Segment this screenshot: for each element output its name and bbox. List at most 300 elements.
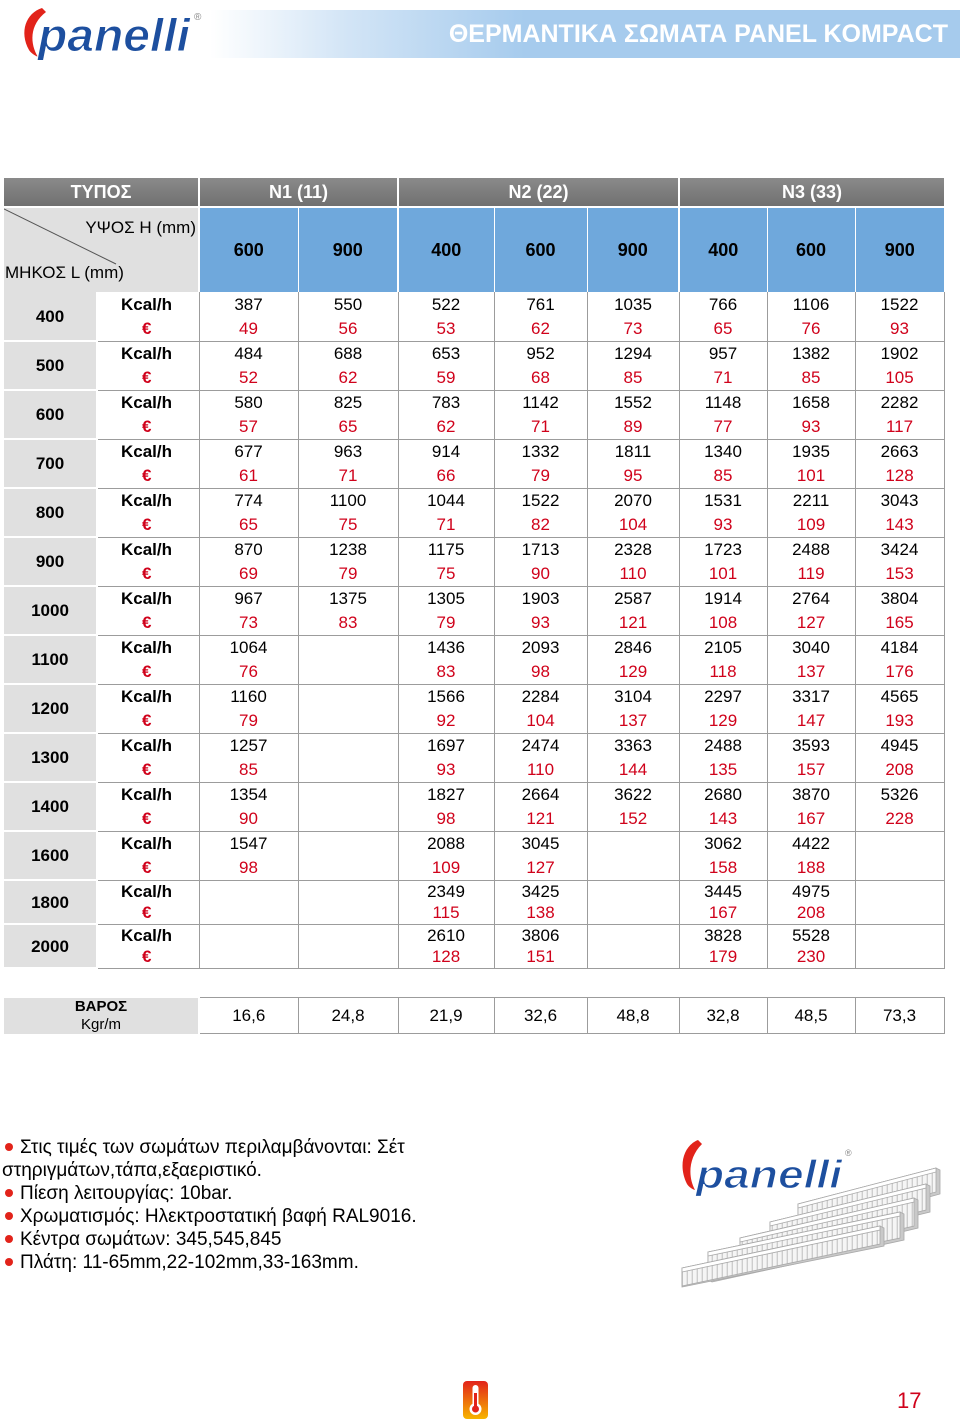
price-value-cell: 104 xyxy=(494,709,587,734)
kcal-value-cell: 774 xyxy=(199,488,298,513)
note-text: Στις τιμές των σωμάτων περιλαμβάνονται: Σέτ στηριγμάτων,τάπα,εξαεριστικό. xyxy=(2,1137,405,1181)
kcal-value-cell: 2488 xyxy=(679,733,767,758)
unit-euro-cell: € xyxy=(97,317,199,342)
weight-value: 32,8 xyxy=(679,998,767,1034)
height-n3-900: 900 xyxy=(855,207,944,292)
price-value-cell: 128 xyxy=(855,464,944,489)
kcal-value-cell: 522 xyxy=(398,292,494,317)
kcal-value-cell: 1723 xyxy=(679,537,767,562)
price-value-cell: 118 xyxy=(679,660,767,685)
table-row-price xyxy=(4,758,944,783)
height-axis-label: ΥΨΟΣ H (mm) xyxy=(85,218,196,237)
table-row-kcal xyxy=(4,924,944,946)
kcal-value-cell: 1035 xyxy=(587,292,679,317)
kcal-value-cell xyxy=(298,924,398,946)
bullet-dot-icon xyxy=(5,1212,13,1220)
note-item xyxy=(2,1182,452,1205)
price-value-cell: 90 xyxy=(494,562,587,587)
price-value-cell: 104 xyxy=(587,513,679,538)
kcal-value-cell xyxy=(298,831,398,856)
unit-euro-cell: € xyxy=(97,709,199,734)
diagonal-divider xyxy=(4,208,124,268)
kcal-value-cell: 1175 xyxy=(398,537,494,562)
bullet-dot-icon xyxy=(5,1143,13,1151)
price-value-cell xyxy=(298,660,398,685)
kcal-value-cell: 5528 xyxy=(767,924,855,946)
kcal-value-cell: 825 xyxy=(298,390,398,415)
price-value-cell xyxy=(587,946,679,968)
price-table-body xyxy=(4,292,944,968)
price-value-cell xyxy=(298,946,398,968)
kcal-value-cell: 1354 xyxy=(199,782,298,807)
table-row-kcal xyxy=(4,831,944,856)
price-value-cell: 129 xyxy=(587,660,679,685)
group-header-n3: N3 (33) xyxy=(679,178,944,207)
unit-euro-cell: € xyxy=(97,415,199,440)
kcal-value-cell: 2297 xyxy=(679,684,767,709)
table-row-kcal xyxy=(4,390,944,415)
page-title: ΘΕΡΜΑΝΤΙΚΑ ΣΩΜΑΤΑ PANEL KOMPACT xyxy=(448,20,948,48)
price-value-cell: 75 xyxy=(398,562,494,587)
type-label: ΤΥΠΟΣ xyxy=(4,178,199,207)
table-row-price xyxy=(4,902,944,924)
kcal-value-cell: 3043 xyxy=(855,488,944,513)
price-value-cell xyxy=(855,856,944,881)
kcal-value-cell: 1547 xyxy=(199,831,298,856)
unit-euro-cell: € xyxy=(97,562,199,587)
price-value-cell: 52 xyxy=(199,366,298,391)
length-cell: 1300 xyxy=(4,733,97,782)
table-row-price xyxy=(4,464,944,489)
price-value-cell: 143 xyxy=(679,807,767,832)
unit-euro-cell: € xyxy=(97,464,199,489)
kcal-value-cell: 1935 xyxy=(767,439,855,464)
price-value-cell: 76 xyxy=(767,317,855,342)
price-value-cell: 69 xyxy=(199,562,298,587)
weight-value: 48,5 xyxy=(767,998,855,1034)
height-n1-600: 600 xyxy=(199,207,298,292)
price-value-cell: 93 xyxy=(494,611,587,636)
group-header-n1: N1 (11) xyxy=(199,178,398,207)
price-value-cell: 62 xyxy=(298,366,398,391)
kcal-value-cell: 1148 xyxy=(679,390,767,415)
height-n3-600: 600 xyxy=(767,207,855,292)
price-value-cell: 167 xyxy=(679,902,767,924)
kcal-value-cell: 2680 xyxy=(679,782,767,807)
price-value-cell: 92 xyxy=(398,709,494,734)
price-value-cell: 53 xyxy=(398,317,494,342)
table-row-price xyxy=(4,513,944,538)
kcal-value-cell: 2587 xyxy=(587,586,679,611)
price-value-cell: 82 xyxy=(494,513,587,538)
notes-list xyxy=(2,1136,452,1274)
kcal-value-cell: 1340 xyxy=(679,439,767,464)
unit-euro-cell: € xyxy=(97,660,199,685)
kcal-value-cell: 3424 xyxy=(855,537,944,562)
weight-value: 32,6 xyxy=(494,998,587,1034)
price-value-cell: 121 xyxy=(587,611,679,636)
length-cell: 1800 xyxy=(4,880,97,924)
price-value-cell: 83 xyxy=(298,611,398,636)
kcal-value-cell xyxy=(298,635,398,660)
price-value-cell: 135 xyxy=(679,758,767,783)
table-row-kcal xyxy=(4,733,944,758)
kcal-value-cell: 3104 xyxy=(587,684,679,709)
kcal-value-cell: 2105 xyxy=(679,635,767,660)
price-value-cell: 59 xyxy=(398,366,494,391)
price-value-cell: 101 xyxy=(767,464,855,489)
kcal-value-cell: 2211 xyxy=(767,488,855,513)
weight-value: 16,6 xyxy=(199,998,298,1034)
price-value-cell: 117 xyxy=(855,415,944,440)
price-value-cell: 127 xyxy=(494,856,587,881)
price-value-cell: 77 xyxy=(679,415,767,440)
price-value-cell xyxy=(855,902,944,924)
kcal-value-cell: 870 xyxy=(199,537,298,562)
unit-euro-cell: € xyxy=(97,611,199,636)
kcal-value-cell: 3425 xyxy=(494,880,587,902)
length-cell: 500 xyxy=(4,341,97,390)
unit-kcal-cell: Kcal/h xyxy=(97,537,199,562)
unit-euro-cell: € xyxy=(97,366,199,391)
note-item xyxy=(2,1205,452,1228)
kcal-value-cell: 2349 xyxy=(398,880,494,902)
price-value-cell: 230 xyxy=(767,946,855,968)
unit-euro-cell: € xyxy=(97,902,199,924)
unit-kcal-cell: Kcal/h xyxy=(97,292,199,317)
price-value-cell: 109 xyxy=(398,856,494,881)
unit-kcal-cell: Kcal/h xyxy=(97,635,199,660)
price-value-cell: 98 xyxy=(494,660,587,685)
price-value-cell: 109 xyxy=(767,513,855,538)
kcal-value-cell xyxy=(587,924,679,946)
kcal-value-cell: 766 xyxy=(679,292,767,317)
table-row-price xyxy=(4,317,944,342)
price-value-cell: 79 xyxy=(494,464,587,489)
bullet-dot-icon xyxy=(5,1189,13,1197)
table-row-kcal xyxy=(4,586,944,611)
price-value-cell: 95 xyxy=(587,464,679,489)
kcal-value-cell: 580 xyxy=(199,390,298,415)
kcal-value-cell xyxy=(298,782,398,807)
price-value-cell: 121 xyxy=(494,807,587,832)
price-value-cell: 71 xyxy=(494,415,587,440)
price-value-cell: 147 xyxy=(767,709,855,734)
note-text: Πλάτη: 11-65mm,22-102mm,33-163mm. xyxy=(20,1252,359,1273)
table-row-kcal xyxy=(4,439,944,464)
table-row-price xyxy=(4,807,944,832)
kcal-value-cell: 3317 xyxy=(767,684,855,709)
kcal-value-cell: 1100 xyxy=(298,488,398,513)
length-cell: 700 xyxy=(4,439,97,488)
price-value-cell: 90 xyxy=(199,807,298,832)
price-value-cell: 98 xyxy=(398,807,494,832)
registered-mark: ® xyxy=(194,12,202,23)
height-n1-900: 900 xyxy=(298,207,398,292)
kcal-value-cell: 3593 xyxy=(767,733,855,758)
price-value-cell xyxy=(298,758,398,783)
type-header-row xyxy=(4,178,944,207)
height-header-row xyxy=(4,207,944,292)
weight-label: ΒΑΡΟΣ xyxy=(74,997,128,1015)
kcal-value-cell: 2284 xyxy=(494,684,587,709)
price-value-cell: 85 xyxy=(199,758,298,783)
kcal-value-cell: 4422 xyxy=(767,831,855,856)
price-value-cell: 93 xyxy=(855,317,944,342)
kcal-value-cell: 2328 xyxy=(587,537,679,562)
unit-kcal-cell: Kcal/h xyxy=(97,831,199,856)
kcal-value-cell: 1713 xyxy=(494,537,587,562)
product-registered-mark: ® xyxy=(845,1148,852,1158)
unit-euro-cell: € xyxy=(97,807,199,832)
table-row-kcal xyxy=(4,684,944,709)
weight-value: 21,9 xyxy=(398,998,494,1034)
kcal-value-cell: 2663 xyxy=(855,439,944,464)
kcal-value-cell: 2282 xyxy=(855,390,944,415)
length-cell: 1100 xyxy=(4,635,97,684)
table-row-price xyxy=(4,660,944,685)
kcal-value-cell: 3045 xyxy=(494,831,587,856)
kcal-value-cell: 1160 xyxy=(199,684,298,709)
kcal-value-cell xyxy=(298,733,398,758)
kcal-value-cell: 1238 xyxy=(298,537,398,562)
kcal-value-cell: 1305 xyxy=(398,586,494,611)
price-value-cell: 85 xyxy=(767,366,855,391)
kcal-value-cell: 1375 xyxy=(298,586,398,611)
price-value-cell xyxy=(298,709,398,734)
price-value-cell: 101 xyxy=(679,562,767,587)
unit-kcal-cell: Kcal/h xyxy=(97,341,199,366)
price-value-cell: 75 xyxy=(298,513,398,538)
weight-value: 24,8 xyxy=(298,998,398,1034)
kcal-value-cell xyxy=(855,880,944,902)
kcal-value-cell: 1436 xyxy=(398,635,494,660)
price-value-cell: 179 xyxy=(679,946,767,968)
dimension-corner-cell xyxy=(4,207,199,292)
kcal-value-cell: 1811 xyxy=(587,439,679,464)
product-photo xyxy=(678,1126,943,1288)
price-value-cell: 93 xyxy=(398,758,494,783)
weight-row xyxy=(4,998,944,1034)
bullet-dot-icon xyxy=(5,1258,13,1266)
kcal-value-cell xyxy=(298,880,398,902)
note-text: Πίεση λειτουργίας: 10bar. xyxy=(20,1183,233,1204)
logo-wordmark: panelli xyxy=(35,9,192,61)
kcal-value-cell: 3062 xyxy=(679,831,767,856)
kcal-value-cell: 1106 xyxy=(767,292,855,317)
table-row-kcal xyxy=(4,292,944,317)
price-value-cell: 65 xyxy=(679,317,767,342)
table-row-price xyxy=(4,946,944,968)
unit-euro-cell: € xyxy=(97,946,199,968)
price-value-cell xyxy=(587,902,679,924)
kcal-value-cell: 2764 xyxy=(767,586,855,611)
price-value-cell: 98 xyxy=(199,856,298,881)
kcal-value-cell: 1697 xyxy=(398,733,494,758)
price-value-cell: 56 xyxy=(298,317,398,342)
length-cell: 1200 xyxy=(4,684,97,733)
table-row-price xyxy=(4,856,944,881)
weight-value: 73,3 xyxy=(855,998,944,1034)
kcal-value-cell: 1257 xyxy=(199,733,298,758)
height-n3-400: 400 xyxy=(679,207,767,292)
price-value-cell: 83 xyxy=(398,660,494,685)
price-value-cell: 61 xyxy=(199,464,298,489)
thermometer-icon xyxy=(462,1380,489,1420)
note-text: Χρωματισμός: Ηλεκτροστατική βαφή RAL9016. xyxy=(20,1206,417,1227)
price-value-cell: 208 xyxy=(855,758,944,783)
price-value-cell: 79 xyxy=(398,611,494,636)
kcal-value-cell: 1064 xyxy=(199,635,298,660)
height-n2-900: 900 xyxy=(587,207,679,292)
price-value-cell: 137 xyxy=(587,709,679,734)
kcal-value-cell: 484 xyxy=(199,341,298,366)
weight-label-cell xyxy=(4,998,199,1034)
price-value-cell: 128 xyxy=(398,946,494,968)
kcal-value-cell: 387 xyxy=(199,292,298,317)
price-value-cell: 157 xyxy=(767,758,855,783)
kcal-value-cell: 677 xyxy=(199,439,298,464)
price-value-cell: 127 xyxy=(767,611,855,636)
unit-kcal-cell: Kcal/h xyxy=(97,782,199,807)
kcal-value-cell xyxy=(855,924,944,946)
height-n2-400: 400 xyxy=(398,207,494,292)
length-cell: 600 xyxy=(4,390,97,439)
note-item xyxy=(2,1251,452,1274)
price-value-cell: 143 xyxy=(855,513,944,538)
table-row-price xyxy=(4,366,944,391)
price-value-cell: 165 xyxy=(855,611,944,636)
kcal-value-cell: 1142 xyxy=(494,390,587,415)
price-value-cell: 85 xyxy=(587,366,679,391)
table-row-kcal xyxy=(4,782,944,807)
unit-kcal-cell: Kcal/h xyxy=(97,880,199,902)
price-value-cell xyxy=(199,946,298,968)
weight-unit: Kgr/m xyxy=(80,1015,121,1033)
kcal-value-cell: 1522 xyxy=(494,488,587,513)
bullet-dot-icon xyxy=(5,1235,13,1243)
price-value-cell: 76 xyxy=(199,660,298,685)
length-cell: 1400 xyxy=(4,782,97,831)
kcal-value-cell: 1044 xyxy=(398,488,494,513)
kcal-value-cell: 914 xyxy=(398,439,494,464)
kcal-value-cell: 1522 xyxy=(855,292,944,317)
price-value-cell: 71 xyxy=(679,366,767,391)
kcal-value-cell xyxy=(587,880,679,902)
kcal-value-cell: 3870 xyxy=(767,782,855,807)
kcal-value-cell: 963 xyxy=(298,439,398,464)
kcal-value-cell: 653 xyxy=(398,341,494,366)
price-value-cell: 105 xyxy=(855,366,944,391)
kcal-value-cell: 1332 xyxy=(494,439,587,464)
price-value-cell: 137 xyxy=(767,660,855,685)
kcal-value-cell: 2846 xyxy=(587,635,679,660)
kcal-value-cell: 1566 xyxy=(398,684,494,709)
price-value-cell: 57 xyxy=(199,415,298,440)
price-value-cell: 65 xyxy=(298,415,398,440)
kcal-value-cell: 3363 xyxy=(587,733,679,758)
kcal-value-cell: 1382 xyxy=(767,341,855,366)
price-value-cell: 93 xyxy=(767,415,855,440)
kcal-value-cell: 2664 xyxy=(494,782,587,807)
kcal-value-cell: 1902 xyxy=(855,341,944,366)
table-row-price xyxy=(4,709,944,734)
kcal-value-cell: 4565 xyxy=(855,684,944,709)
price-value-cell: 49 xyxy=(199,317,298,342)
kcal-value-cell: 2070 xyxy=(587,488,679,513)
price-value-cell: 108 xyxy=(679,611,767,636)
price-value-cell: 62 xyxy=(398,415,494,440)
price-value-cell: 85 xyxy=(679,464,767,489)
price-value-cell: 71 xyxy=(398,513,494,538)
length-cell: 1600 xyxy=(4,831,97,880)
table-row-price xyxy=(4,562,944,587)
kcal-value-cell: 1914 xyxy=(679,586,767,611)
kcal-value-cell: 3804 xyxy=(855,586,944,611)
kcal-value-cell xyxy=(587,831,679,856)
kcal-value-cell: 3622 xyxy=(587,782,679,807)
price-value-cell: 167 xyxy=(767,807,855,832)
page-number: 17 xyxy=(897,1388,922,1413)
kcal-value-cell: 952 xyxy=(494,341,587,366)
price-value-cell: 73 xyxy=(587,317,679,342)
price-value-cell xyxy=(855,946,944,968)
kcal-value-cell xyxy=(199,880,298,902)
kcal-value-cell: 761 xyxy=(494,292,587,317)
table-row-kcal xyxy=(4,341,944,366)
price-value-cell: 152 xyxy=(587,807,679,832)
price-value-cell: 151 xyxy=(494,946,587,968)
unit-euro-cell: € xyxy=(97,758,199,783)
unit-kcal-cell: Kcal/h xyxy=(97,390,199,415)
length-axis-label: ΜΗΚΟΣ L (mm) xyxy=(5,263,124,282)
length-cell: 2000 xyxy=(4,924,97,968)
kcal-value-cell: 2474 xyxy=(494,733,587,758)
unit-euro-cell: € xyxy=(97,856,199,881)
table-row-price xyxy=(4,611,944,636)
price-value-cell: 153 xyxy=(855,562,944,587)
product-logo-wordmark: panelli xyxy=(694,1153,844,1197)
price-value-cell: 89 xyxy=(587,415,679,440)
length-cell: 800 xyxy=(4,488,97,537)
price-value-cell: 62 xyxy=(494,317,587,342)
price-value-cell: 176 xyxy=(855,660,944,685)
panelli-logo xyxy=(18,4,208,62)
unit-kcal-cell: Kcal/h xyxy=(97,733,199,758)
price-value-cell: 115 xyxy=(398,902,494,924)
length-cell: 900 xyxy=(4,537,97,586)
price-table xyxy=(4,178,945,969)
unit-euro-cell: € xyxy=(97,513,199,538)
page-title-bar xyxy=(210,10,960,58)
price-value-cell: 188 xyxy=(767,856,855,881)
price-value-cell xyxy=(298,807,398,832)
weight-value: 48,8 xyxy=(587,998,679,1034)
table-row-kcal xyxy=(4,880,944,902)
kcal-value-cell: 3806 xyxy=(494,924,587,946)
price-value-cell: 73 xyxy=(199,611,298,636)
kcal-value-cell: 3445 xyxy=(679,880,767,902)
kcal-value-cell: 550 xyxy=(298,292,398,317)
price-value-cell xyxy=(298,902,398,924)
price-value-cell xyxy=(199,902,298,924)
price-value-cell xyxy=(298,856,398,881)
unit-kcal-cell: Kcal/h xyxy=(97,439,199,464)
weight-table xyxy=(4,997,945,1034)
kcal-value-cell: 967 xyxy=(199,586,298,611)
price-value-cell: 138 xyxy=(494,902,587,924)
price-value-cell: 110 xyxy=(587,562,679,587)
